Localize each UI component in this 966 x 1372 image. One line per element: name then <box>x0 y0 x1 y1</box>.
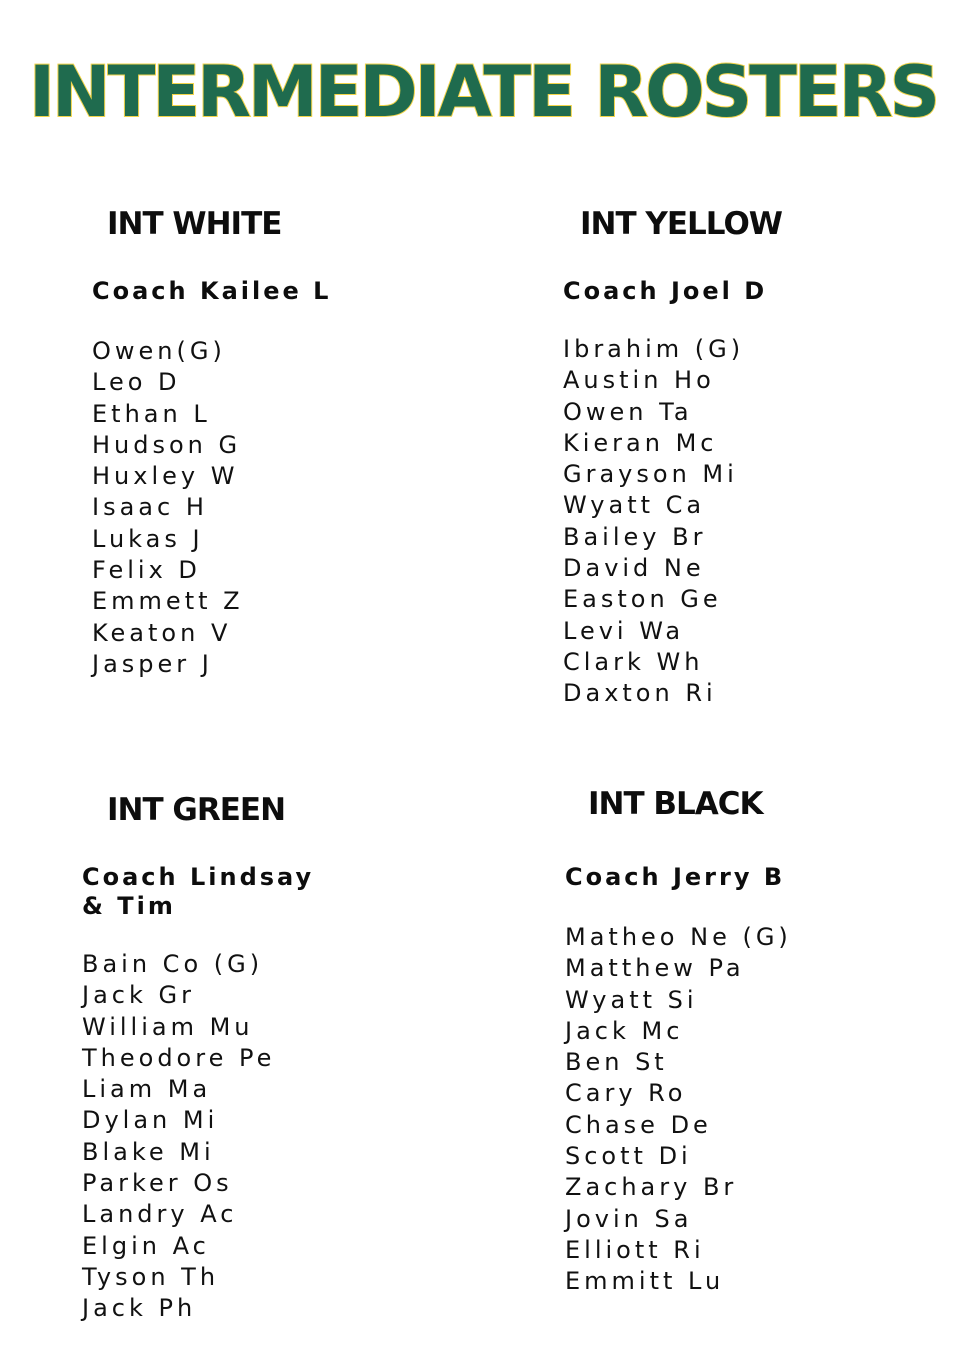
player-name: Matthew Pa <box>565 954 745 983</box>
player-name: Elgin Ac <box>82 1231 210 1260</box>
page-title: INTERMEDIATE ROSTERS <box>28 51 938 133</box>
player-name: Felix D <box>92 556 201 585</box>
player-name: Scott Di <box>565 1142 692 1171</box>
coach-int-yellow: Coach Joel D <box>563 277 768 305</box>
player-name: Grayson Mi <box>563 460 738 489</box>
player-name: Theodore Pe <box>82 1043 276 1072</box>
player-name: Chase De <box>565 1110 712 1139</box>
player-name: Ethan L <box>92 399 211 428</box>
team-name-int-black: INT BLACK <box>588 786 763 822</box>
player-name: Emmett Z <box>92 587 244 616</box>
player-name: Bain Co (G) <box>82 950 264 978</box>
player-name: Hudson G <box>92 430 242 459</box>
player-name: Jack Mc <box>565 1016 684 1045</box>
team-name-int-green: INT GREEN <box>107 792 286 828</box>
player-name: Keaton V <box>92 618 232 647</box>
coach-int-white: Coach Kailee L <box>92 277 332 305</box>
player-name: Austin Ho <box>563 366 715 395</box>
player-name: Dylan Mi <box>82 1106 219 1135</box>
player-name: Kieran Mc <box>563 428 718 457</box>
player-name: Zachary Br <box>565 1173 738 1202</box>
player-name: Jack Ph <box>82 1294 197 1323</box>
player-name: Daxton Ri <box>563 679 717 708</box>
team-name-int-yellow: INT YELLOW <box>580 206 782 242</box>
player-name: Tyson Th <box>82 1262 220 1291</box>
roster-int-white <box>92 336 244 680</box>
player-name: Blake Mi <box>82 1137 215 1166</box>
coach-int-green: Coach Lindsay & Tim <box>82 863 315 920</box>
team-name-int-white: INT WHITE <box>107 206 282 242</box>
player-name: William Mu <box>82 1012 254 1041</box>
player-name: Ben St <box>565 1048 668 1077</box>
player-name: Parker Os <box>82 1169 233 1198</box>
player-name: Landry Ac <box>82 1200 238 1229</box>
player-name: Owen Ta <box>563 397 693 426</box>
player-name: Wyatt Si <box>565 985 698 1014</box>
coach-int-black: Coach Jerry B <box>565 863 786 891</box>
player-name: Liam Ma <box>82 1075 212 1104</box>
player-name: Lukas J <box>92 524 204 553</box>
player-name: Leo D <box>92 368 181 397</box>
player-name: Huxley W <box>92 462 239 491</box>
roster-int-yellow <box>563 334 744 710</box>
player-name: Ibrahim (G) <box>563 335 745 363</box>
player-name: Isaac H <box>92 493 208 522</box>
player-name: Easton Ge <box>563 585 722 614</box>
player-name: Jasper J <box>92 649 213 678</box>
roster-int-green <box>82 949 275 1325</box>
player-name: Levi Wa <box>563 616 685 645</box>
player-name: Emmitt Lu <box>565 1267 725 1296</box>
player-name: Wyatt Ca <box>563 491 706 520</box>
player-name: Cary Ro <box>565 1079 687 1108</box>
player-name: Clark Wh <box>563 647 704 676</box>
player-name: Elliott Ri <box>565 1235 705 1264</box>
player-name: Matheo Ne (G) <box>565 923 792 951</box>
player-name: David Ne <box>563 554 705 583</box>
player-name: Owen(G) <box>92 337 226 365</box>
player-name: Bailey Br <box>563 522 707 551</box>
player-name: Jovin Sa <box>565 1204 693 1233</box>
player-name: Jack Gr <box>82 981 195 1010</box>
roster-int-black <box>565 922 792 1298</box>
